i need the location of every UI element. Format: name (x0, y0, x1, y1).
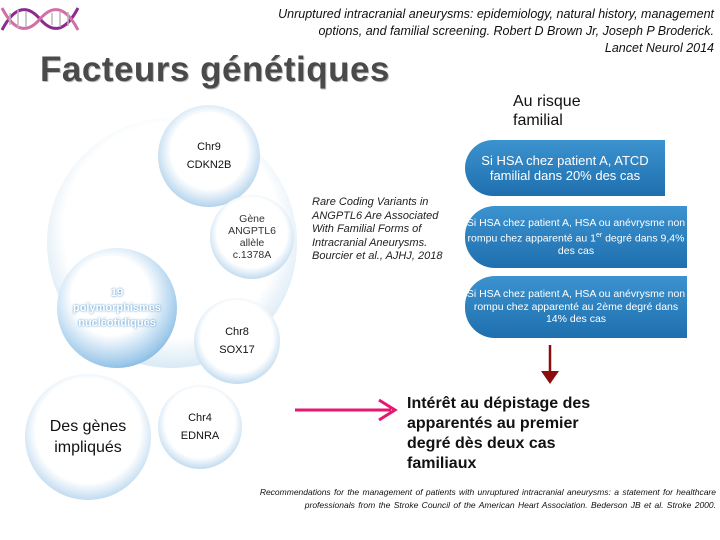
circle-label: CDKN2B (186, 159, 232, 171)
circle-label: Chr8 (225, 326, 249, 338)
circle-label: 19 (110, 286, 124, 299)
circle-label: polymorphismes (72, 301, 162, 314)
circle-label: Chr9 (197, 141, 221, 153)
rare-variants-citation: Rare Coding Variants in ANGPTL6 Are Associated With Familial Forms of Intracranial Aneurysms. Bourcier et al., AJHJ, 2018 (312, 196, 443, 262)
circle-label: allèle (239, 237, 265, 249)
genes-involved-circle (25, 374, 151, 500)
chr9-circle (158, 105, 260, 207)
reference-line: options, and familial screening. Robert D Brown Jr, Joseph P Broderick. (318, 24, 714, 38)
circle-label: Des gènes (49, 418, 127, 435)
dna-helix-icon (0, 0, 80, 38)
circle-label: EDNRA (180, 430, 220, 442)
polymorphisms-circle (57, 248, 177, 368)
risk-line: Au risque (513, 93, 581, 110)
circle-label: SOX17 (219, 344, 255, 356)
reference-line: professionals from the Stroke Council of the American Heart Association. Bederson JB et al. Stroke 2000. (304, 500, 716, 510)
circle-label: ANGPTL6 (228, 225, 276, 237)
reference-line: Unruptured intracranial aneurysms: epidemiology, natural history, management (278, 7, 714, 21)
gene-angptl6-circle (210, 195, 294, 279)
slide-title: Facteurs génétiques (40, 50, 390, 89)
risk-box-first-degree (465, 206, 687, 268)
arrow-right-icon (295, 395, 405, 425)
reference-line: Recommendations for the management of patients with unruptured intracranial aneurysms: a statement for healthcare (259, 487, 716, 497)
circle-label: c.1378A (232, 249, 272, 261)
box-text (465, 217, 687, 257)
circle-label: Gène (239, 213, 265, 225)
reference-citation-bottom (160, 486, 716, 512)
circle-label: impliqués (54, 439, 122, 456)
risk-box-20-percent (465, 140, 665, 196)
risk-box-second-degree (465, 276, 687, 338)
screening-interest-text: Intérêt au dépistage des apparentés au premier degré dès deux cas familiaux (407, 395, 591, 472)
chr8-circle (194, 298, 280, 384)
box-text: Si HSA chez patient A, ATCD familial dans 20% des cas (481, 153, 649, 183)
arrow-down-icon (535, 345, 565, 385)
box-text-pre: Si HSA chez patient A, HSA ou anévrysme non rompu chez apparenté au 1 (466, 217, 686, 244)
circle-label: Chr4 (188, 412, 212, 424)
box-text: Si HSA chez patient A, HSA ou anévrysme non rompu chez apparenté au 2ème degré dans 14% des cas (466, 288, 686, 326)
box-text-post: degré dans 9,4% des cas (557, 232, 685, 257)
familial-risk-label (513, 92, 581, 130)
circle-label: nucléotidiques (78, 316, 156, 329)
reference-line: Lancet Neurol 2014 (604, 41, 714, 55)
risk-line: familial (513, 112, 563, 129)
chr4-circle (158, 385, 242, 469)
box-text-sup: er (595, 231, 603, 239)
